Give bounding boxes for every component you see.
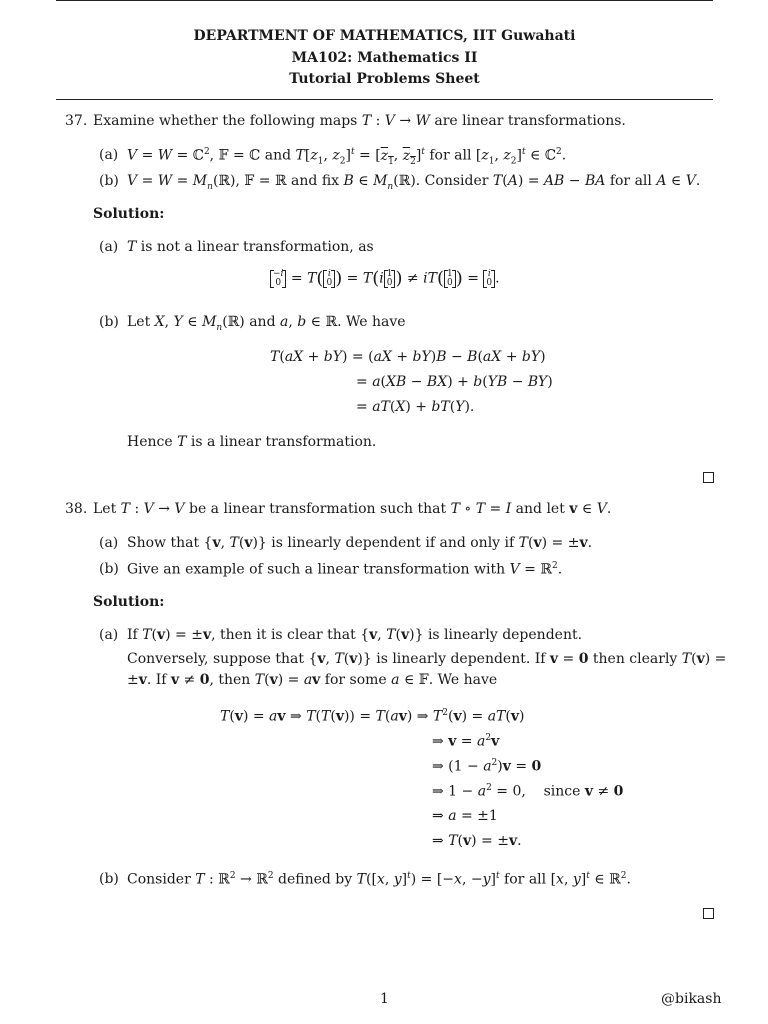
problem-number: 37.: [65, 113, 88, 129]
equation-line: ⇒ a = ±1: [432, 808, 498, 824]
part-label: (a): [99, 239, 119, 255]
part-label: (b): [99, 871, 119, 887]
equation-line: T(aX + bY) = (aX + bY)B − B(aX + bY): [270, 349, 546, 365]
solution-text: Consider T : ℝ$^2$ → ℝ$^2$ defined by T([x, y]$^t$) = [−x, −y]$^t$ for all [x, y]$^t$ ∈ ℝ$^2$.: [127, 871, 631, 888]
problem-statement: Examine whether the following maps T : V → W are linear transformations.: [93, 113, 626, 129]
problem-number: 38.: [65, 501, 88, 517]
solution-text: If T(v) = ±v, then it is clear that {v, T(v)} is linearly dependent.: [127, 627, 583, 643]
header-rule: [56, 99, 713, 100]
problem-part-text: Give an example of such a linear transformation with V = ℝ$^2$.: [127, 561, 563, 578]
top-rule: [56, 0, 713, 1]
author-tag: @bikash: [661, 991, 722, 1007]
part-label: (b): [99, 314, 119, 330]
problem-part-text: Show that {v, T(v)} is linearly dependent if and only if T(v) = ±v.: [127, 535, 593, 551]
part-label: (a): [99, 627, 119, 643]
equation-line: T(v) = av ⇒ T(T(v)) = T(av) ⇒ $T^2(v) = aT(v)$: [220, 708, 525, 725]
department-title: DEPARTMENT OF MATHEMATICS, IIT Guwahati: [193, 28, 576, 44]
qed-box: [703, 908, 714, 919]
solution-text: T is not a linear transformation, as: [127, 239, 374, 255]
solution-text: Let X, Y ∈ $M_n(ℝ)$ and a, b ∈ ℝ. We have: [127, 314, 406, 333]
equation-line: ⇒ $1 - a^2 = 0$, since v ≠ 0: [432, 783, 624, 800]
solution-text: Hence T is a linear transformation.: [127, 434, 377, 450]
problem-statement: Let T : V → V be a linear transformation such that T ∘ T = I and let v ∈ V.: [93, 501, 612, 517]
equation-line: = aT(X) + bT(Y).: [356, 399, 475, 415]
equation-line: ⇒ $(1 - a^2)v = 0$: [432, 758, 542, 775]
sheet-title: Tutorial Problems Sheet: [289, 71, 480, 87]
solution-text: Conversely, suppose that {v, T(v)} is linearly dependent. If v = 0 then clearly T(v) =: [127, 651, 727, 667]
equation-line: = a(XB − BX) + b(YB − BY): [356, 374, 553, 390]
page-number: 1: [380, 991, 389, 1007]
equation-line: ⇒ T(v) = ±v.: [432, 833, 522, 849]
course-title: MA102: Mathematics II: [291, 50, 478, 66]
part-label: (b): [99, 173, 119, 189]
solution-label: Solution:: [93, 206, 165, 222]
part-label: (b): [99, 561, 119, 577]
solution-text: ±v. If v ≠ 0, then T(v) = av for some a ∈ 𝔽. We have: [127, 672, 498, 688]
qed-box: [703, 472, 714, 483]
problem-part-text: V = W = ℂ$^2$, 𝔽 = ℂ and $T[z_1$, $z_2]^t = [z_1$, $z_2]^t$ for all [$z_1$, $z_2]^t$ ∈ ℂ$^2$.: [127, 147, 567, 167]
equation-line: ⇒ $v = a^2v$: [432, 733, 500, 750]
part-label: (a): [99, 535, 119, 551]
problem-part-text: $V = W = M_n(ℝ)$, 𝔽 = ℝ and fix B ∈ $M_n(ℝ)$. Consider T(A) = AB − BA for all A ∈ V.: [127, 173, 701, 192]
equation: −i 0 = T( i 0 ) = T(i 1 0 ) ≠ iT( 1 0 ) = i 0 .: [270, 268, 500, 289]
solution-label: Solution:: [93, 594, 165, 610]
part-label: (a): [99, 147, 119, 163]
